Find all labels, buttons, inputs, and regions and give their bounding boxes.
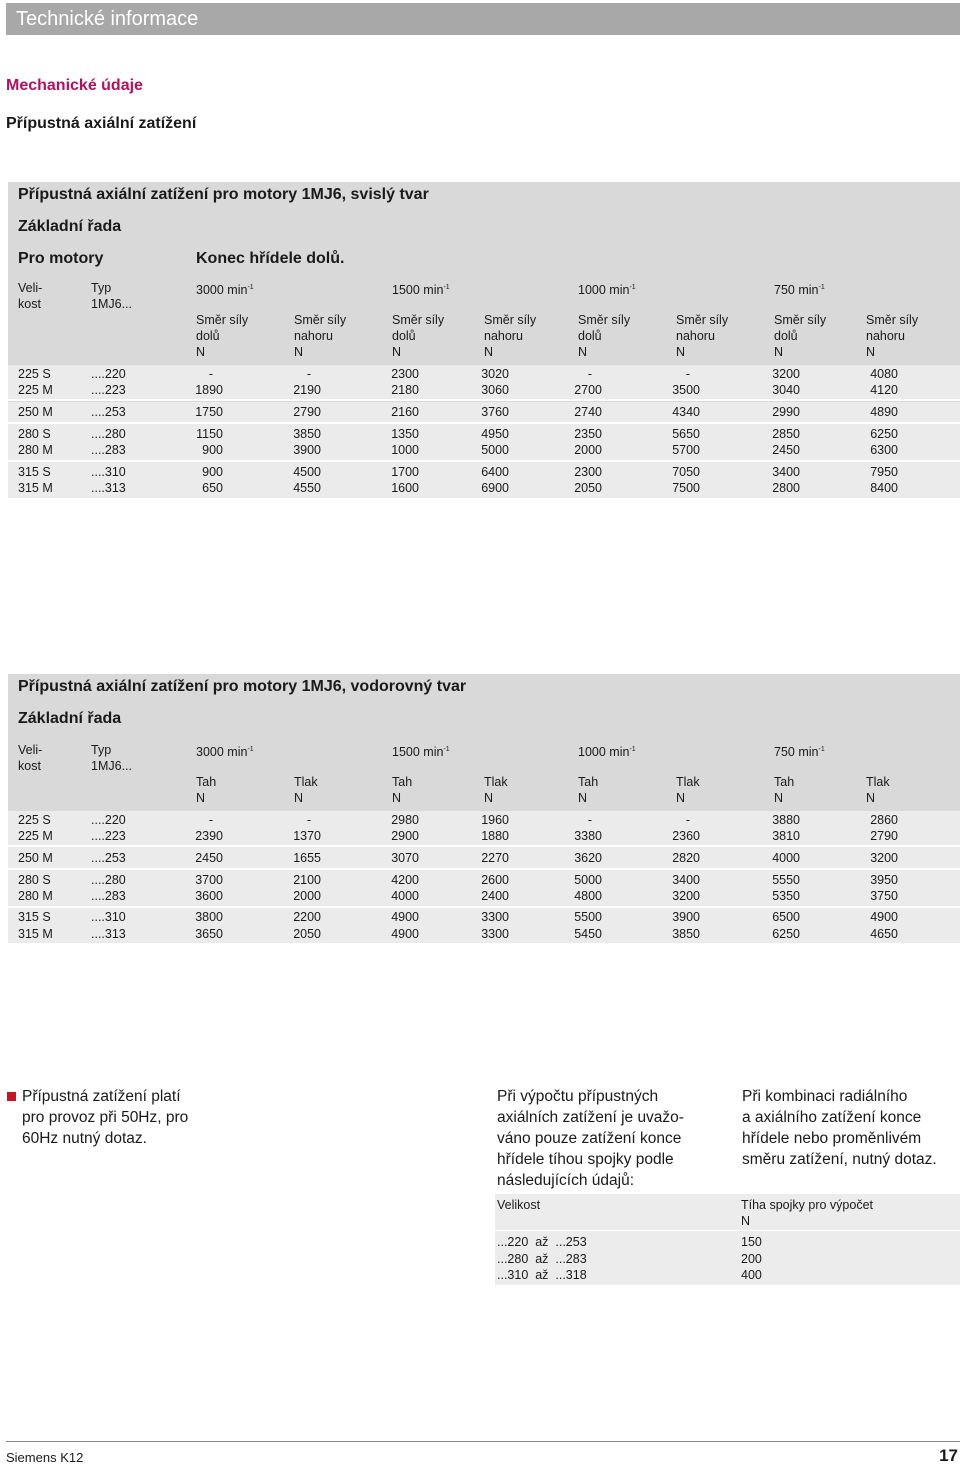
row-value: 1700 — [391, 465, 419, 479]
row-value: 2450 — [195, 851, 223, 865]
col-header-unit: N — [676, 791, 686, 805]
row-value: 1370 — [293, 829, 321, 843]
row-value: 2790 — [293, 405, 321, 419]
row-size: 250 M — [18, 851, 53, 865]
row-value: 2600 — [481, 873, 509, 887]
col-header-pull: Tah — [774, 775, 795, 789]
col-header-push: Tlak — [294, 775, 318, 789]
row-divider — [8, 845, 960, 847]
row-value: 1890 — [195, 383, 223, 397]
note-frequency — [22, 1086, 188, 1149]
row-value: 900 — [202, 465, 223, 479]
row-value: 2000 — [574, 443, 602, 457]
row-value: - — [306, 813, 311, 827]
header-bar — [6, 3, 960, 35]
row-type: ....220 — [91, 367, 126, 381]
row-value: 3060 — [481, 383, 509, 397]
row-value: 5700 — [672, 443, 700, 457]
row-value: 3810 — [772, 829, 800, 843]
note-line: hřídele tíhou spojky podle — [497, 1151, 674, 1168]
row-type: ....223 — [91, 829, 126, 843]
row-type: ....313 — [91, 927, 126, 941]
note-line: axiálních zatížení je uvažo- — [497, 1109, 684, 1126]
row-value: 5650 — [672, 427, 700, 441]
row-divider — [8, 460, 960, 462]
row-value: 6250 — [772, 927, 800, 941]
row-value: - — [685, 813, 690, 827]
coupling-col-header-weight: Tíha spojky pro výpočet — [741, 1198, 874, 1212]
col-header-type: 1MJ6... — [91, 759, 132, 773]
col-header-pull: Tah — [196, 775, 217, 789]
row-value: 3300 — [481, 910, 509, 924]
row-size: 225 M — [18, 829, 53, 843]
coupling-row-weight: 400 — [741, 1268, 762, 1282]
speed-exponent: -1 — [443, 746, 450, 753]
col-header-speed: 1500 $\min^{-1}$ — [392, 283, 450, 297]
row-value: 2050 — [574, 481, 602, 495]
row-type: ....253 — [91, 851, 126, 865]
col-header-speed: 1000 $\min^{-1}$ — [578, 283, 636, 297]
note-line: Přípustná zatížení platí — [22, 1088, 181, 1105]
row-value: 2000 — [293, 889, 321, 903]
table1-title: Přípustná axiální zatížení pro motory 1MJ6, svislý tvar — [18, 186, 429, 203]
table1-for-motors: Pro motory — [18, 250, 104, 267]
row-value: 2400 — [481, 889, 509, 903]
row-value: 2100 — [293, 873, 321, 887]
row-value: 3040 — [772, 383, 800, 397]
col-header-unit: N — [392, 345, 402, 359]
row-value: 1150 — [196, 427, 223, 441]
col-header-direction: Směr síly — [774, 313, 827, 327]
row-size: 315 M — [18, 481, 53, 495]
row-value: - — [208, 367, 213, 381]
row-type: ....313 — [91, 481, 126, 495]
speed-exponent: -1 — [443, 284, 450, 291]
row-size: 225 S — [18, 813, 51, 827]
row-value: 3760 — [481, 405, 509, 419]
col-header-size: kost — [18, 297, 41, 311]
row-type: ....283 — [91, 889, 126, 903]
row-value: 4000 — [391, 889, 419, 903]
row-value: 6250 — [870, 427, 898, 441]
row-type: ....253 — [91, 405, 126, 419]
footer-divider — [6, 1441, 960, 1442]
col-header-direction: Směr síly — [484, 313, 537, 327]
col-header-size: kost — [18, 759, 41, 773]
col-header-push: Tlak — [484, 775, 508, 789]
row-value: 2360 — [672, 829, 700, 843]
row-value: 3400 — [672, 873, 700, 887]
row-value: 8400 — [870, 481, 898, 495]
row-value: 2740 — [574, 405, 602, 419]
row-value: - — [208, 813, 213, 827]
row-value: 2190 — [293, 383, 321, 397]
row-value: 7500 — [672, 481, 700, 495]
row-value: 2160 — [391, 405, 419, 419]
col-header-unit: N — [294, 345, 304, 359]
speed-exponent: -1 — [629, 746, 636, 753]
row-value: 2820 — [672, 851, 700, 865]
note-line: pro provoz při 50Hz, pro — [22, 1109, 189, 1126]
row-value: 3300 — [481, 927, 509, 941]
row-value: 4890 — [870, 405, 898, 419]
col-header-direction: Směr síly — [294, 313, 347, 327]
row-value: 5000 — [481, 443, 509, 457]
col-header-speed: 3000 $\min^{-1}$ — [196, 745, 254, 759]
row-size: 250 M — [18, 405, 53, 419]
row-value: 4120 — [870, 383, 898, 397]
row-value: 3600 — [195, 889, 223, 903]
row-value: 3900 — [672, 910, 700, 924]
col-header-unit: N — [484, 791, 494, 805]
coupling-col-header-size: Velikost — [497, 1198, 541, 1212]
row-value: 4900 — [391, 910, 419, 924]
row-value: 3400 — [772, 465, 800, 479]
col-header-up: nahoru — [676, 329, 715, 343]
col-header-unit: N — [484, 345, 494, 359]
row-value: 6400 — [481, 465, 509, 479]
speed-exponent: -1 — [247, 746, 254, 753]
row-value: 4900 — [391, 927, 419, 941]
note-line: hřídele nebo proměnlivém — [742, 1130, 922, 1147]
row-value: 2300 — [574, 465, 602, 479]
row-value: 2050 — [293, 927, 321, 941]
row-value: 1750 — [195, 405, 223, 419]
speed-exponent: -1 — [818, 284, 825, 291]
coupling-row-size: ...280 až ...283 — [497, 1251, 587, 1266]
row-value: 5500 — [574, 910, 602, 924]
row-value: 1000 — [391, 443, 419, 457]
note-line: následujících údajů: — [497, 1172, 635, 1189]
row-value: 2990 — [772, 405, 800, 419]
col-header-up: nahoru — [866, 329, 905, 343]
row-value: 3200 — [772, 367, 800, 381]
col-header-unit: N — [866, 791, 876, 805]
table1-series: Základní řada — [18, 218, 122, 235]
section-title: Mechanické údaje — [6, 77, 143, 94]
row-value: 5000 — [574, 873, 602, 887]
col-header-down: dolů — [196, 329, 220, 343]
col-header-pull: Tah — [392, 775, 413, 789]
note-line: Při kombinaci radiálního — [742, 1088, 908, 1105]
row-divider — [8, 906, 960, 908]
col-header-unit: N — [578, 345, 588, 359]
col-header-type: 1MJ6... — [91, 297, 132, 311]
row-divider — [8, 498, 960, 500]
page-number: 17 — [939, 1446, 958, 1465]
col-header-up: nahoru — [484, 329, 523, 343]
row-value: - — [587, 813, 592, 827]
col-header-unit: N — [196, 345, 206, 359]
row-value: 2790 — [870, 829, 898, 843]
col-header-size: Veli- — [18, 281, 43, 295]
row-value: - — [685, 367, 690, 381]
row-value: 4550 — [293, 481, 321, 495]
row-value: 2700 — [574, 383, 602, 397]
coupling-row-size: ...220 až ...253 — [497, 1235, 587, 1249]
row-value: 650 — [202, 481, 223, 495]
row-value: 1350 — [391, 427, 419, 441]
row-value: 3070 — [391, 851, 419, 865]
coupling-row-size: ...310 až ...318 — [497, 1268, 587, 1282]
row-type: ....280 — [91, 873, 126, 887]
page-header-title: Technické informace — [16, 8, 199, 30]
note-line: a axiálního zatížení konce — [742, 1109, 922, 1126]
row-value: 5350 — [772, 889, 800, 903]
col-header-direction: Směr síly — [866, 313, 919, 327]
row-type: ....310 — [91, 910, 126, 924]
col-header-speed: 1500 $\min^{-1}$ — [392, 745, 450, 759]
col-header-unit: N — [196, 791, 206, 805]
row-size: 315 S — [18, 465, 51, 479]
col-header-unit: N — [676, 345, 686, 359]
row-value: 2270 — [481, 851, 509, 865]
row-value: 3500 — [672, 383, 700, 397]
col-header-up: nahoru — [294, 329, 333, 343]
col-header-unit: N — [774, 345, 784, 359]
row-type: ....220 — [91, 813, 126, 827]
row-value: 4340 — [672, 405, 700, 419]
coupling-divider — [495, 1230, 960, 1231]
row-value: 4080 — [870, 367, 898, 381]
vertical-load-table — [8, 182, 960, 500]
row-value: 2200 — [293, 910, 321, 924]
row-value: 2390 — [195, 829, 223, 843]
row-size: 280 S — [18, 427, 51, 441]
note-line: Při výpočtu přípustných — [497, 1088, 659, 1105]
row-value: 2350 — [574, 427, 602, 441]
row-value: 3950 — [870, 873, 898, 887]
col-header-direction: Směr síly — [392, 313, 445, 327]
row-value: 2800 — [772, 481, 800, 495]
row-value: 6300 — [870, 443, 898, 457]
col-header-direction: Směr síly — [578, 313, 631, 327]
row-value: 3850 — [293, 427, 321, 441]
note-combination — [742, 1086, 937, 1170]
row-value: 4950 — [481, 427, 509, 441]
col-header-type: Typ — [91, 281, 112, 295]
note-bullet-icon — [7, 1092, 16, 1101]
row-value: 4650 — [870, 927, 898, 941]
row-size: 315 S — [18, 910, 51, 924]
col-header-speed: 750 $\min^{-1}$ — [774, 283, 825, 297]
row-value: 4000 — [772, 851, 800, 865]
col-header-speed: 1000 $\min^{-1}$ — [578, 745, 636, 759]
note-line: váno pouze zatížení konce — [497, 1130, 682, 1147]
row-value: - — [306, 367, 311, 381]
coupling-col-header-unit: N — [741, 1214, 751, 1228]
note-line: 60Hz nutný dotaz. — [22, 1130, 147, 1147]
speed-exponent: -1 — [629, 284, 636, 291]
row-value: 1960 — [481, 813, 509, 827]
row-size: 225 S — [18, 367, 51, 381]
row-value: 3380 — [574, 829, 602, 843]
row-value: 6900 — [481, 481, 509, 495]
row-type: ....280 — [91, 427, 126, 441]
col-header-type: Typ — [91, 743, 112, 757]
row-value: 3650 — [195, 927, 223, 941]
col-header-unit: N — [392, 791, 402, 805]
col-header-unit: N — [578, 791, 588, 805]
row-value: 2980 — [391, 813, 419, 827]
horizontal-load-table — [8, 674, 960, 945]
row-value: 5550 — [772, 873, 800, 887]
row-value: 4500 — [293, 465, 321, 479]
col-header-push: Tlak — [676, 775, 700, 789]
note-calculation — [497, 1086, 684, 1191]
row-value: 3200 — [870, 851, 898, 865]
row-value: 2300 — [391, 367, 419, 381]
table2-series: Základní řada — [18, 710, 122, 727]
col-header-direction: Směr síly — [196, 313, 249, 327]
row-value: 3800 — [195, 910, 223, 924]
row-size: 225 M — [18, 383, 53, 397]
table1-shaft-end: Konec hřídele dolů. — [196, 250, 345, 267]
row-value: 1600 — [391, 481, 419, 495]
row-value: 4800 — [574, 889, 602, 903]
col-header-unit: N — [294, 791, 304, 805]
row-divider — [8, 868, 960, 870]
row-value: 4200 — [391, 873, 419, 887]
row-value: 3620 — [574, 851, 602, 865]
row-value: 2180 — [391, 383, 419, 397]
row-value: 3200 — [672, 889, 700, 903]
subsection-title: Přípustná axiální zatížení — [6, 115, 197, 132]
note-line: směru zatížení, nutný dotaz. — [742, 1151, 937, 1168]
row-value: 4900 — [870, 910, 898, 924]
col-header-speed: 3000 $\min^{-1}$ — [196, 283, 254, 297]
row-size: 280 M — [18, 889, 53, 903]
row-value: 3700 — [195, 873, 223, 887]
row-type: ....310 — [91, 465, 126, 479]
footer-brand: Siemens K12 — [6, 1450, 84, 1465]
row-value: 1880 — [481, 829, 509, 843]
row-value: 3020 — [481, 367, 509, 381]
coupling-row-weight: 200 — [741, 1251, 762, 1266]
row-size: 315 M — [18, 927, 53, 941]
row-value: 3880 — [772, 813, 800, 827]
row-value: 3900 — [293, 443, 321, 457]
col-header-direction: Směr síly — [676, 313, 729, 327]
row-value: 2860 — [870, 813, 898, 827]
coupling-weight-table — [495, 1194, 960, 1285]
col-header-unit: N — [774, 791, 784, 805]
row-value: 2450 — [772, 443, 800, 457]
coupling-row-weight: 150 — [741, 1235, 762, 1249]
speed-exponent: -1 — [818, 746, 825, 753]
row-value: 3850 — [672, 927, 700, 941]
row-value: 7050 — [672, 465, 700, 479]
row-type: ....223 — [91, 383, 126, 397]
col-header-down: dolů — [392, 329, 416, 343]
row-value: 900 — [202, 443, 223, 457]
col-header-unit: N — [866, 345, 876, 359]
row-value: - — [587, 367, 592, 381]
row-divider — [8, 422, 960, 424]
row-value: 2900 — [391, 829, 419, 843]
row-divider — [8, 943, 960, 945]
speed-exponent: -1 — [247, 284, 254, 291]
col-header-pull: Tah — [578, 775, 599, 789]
row-value: 2850 — [772, 427, 800, 441]
row-value: 5450 — [574, 927, 602, 941]
row-divider — [8, 399, 960, 401]
col-header-push: Tlak — [866, 775, 890, 789]
row-size: 280 S — [18, 873, 51, 887]
col-header-down: dolů — [774, 329, 798, 343]
col-header-speed: 750 $\min^{-1}$ — [774, 745, 825, 759]
row-type: ....283 — [91, 443, 126, 457]
row-value: 6500 — [772, 910, 800, 924]
col-header-down: dolů — [578, 329, 602, 343]
row-value: 7950 — [870, 465, 898, 479]
row-size: 280 M — [18, 443, 53, 457]
row-value: 1655 — [293, 851, 321, 865]
row-value: 3750 — [870, 889, 898, 903]
table2-title: Přípustná axiální zatížení pro motory 1MJ6, vodorovný tvar — [18, 678, 467, 695]
col-header-size: Veli- — [18, 743, 43, 757]
